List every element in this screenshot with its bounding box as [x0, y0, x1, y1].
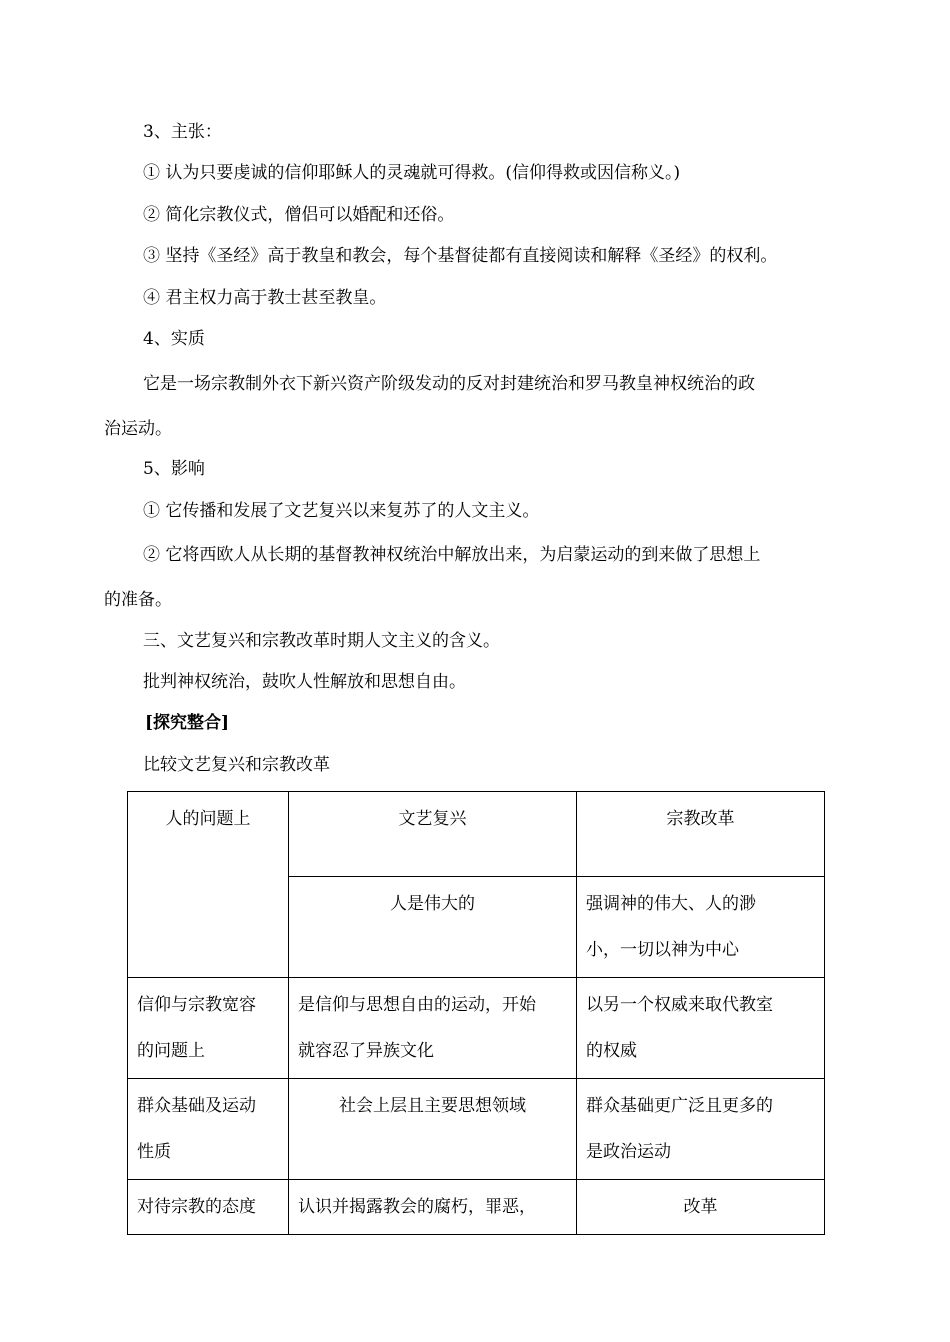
table-cell: 改革 — [577, 1180, 825, 1235]
table-cell-line: 的权威 — [586, 1041, 637, 1061]
table-cell-line: 就容忍了异族文化 — [298, 1041, 434, 1061]
table-header-cell: 宗教改革 — [577, 792, 825, 877]
section-heading-essence: 4、实质 — [143, 329, 205, 349]
table-cell: 认识并揭露教会的腐朽，罪恶， — [289, 1180, 577, 1235]
table-cell-label: 人的问题上 — [128, 792, 289, 978]
table-cell-line: 小，一切以神为中心 — [586, 940, 739, 960]
table-cell: 社会上层且主要思想领域 — [289, 1079, 577, 1180]
table-cell-line: 性质 — [137, 1142, 171, 1162]
table-cell-line: 群众基础更广泛且更多的 — [586, 1096, 773, 1116]
essence-text-line-1: 它是一场宗教制外衣下新兴资产阶级发动的反对封建统治和罗马教皇神权统治的政 — [143, 374, 755, 394]
table-cell-line: 的问题上 — [137, 1041, 205, 1061]
comparison-title: 比较文艺复兴和宗教改革 — [143, 755, 330, 775]
table-cell-line: 群众基础及运动 — [137, 1096, 256, 1116]
table-cell-label: 对待宗教的态度 — [128, 1180, 289, 1235]
impact-item-2-line-2: 的准备。 — [104, 590, 172, 610]
table-header-cell: 文艺复兴 — [289, 792, 577, 877]
section-heading-impact: 5、影响 — [143, 459, 205, 479]
claim-item-1: ① 认为只要虔诚的信仰耶稣人的灵魂就可得救。(信仰得救或因信称义。) — [143, 163, 681, 183]
explore-heading: [探究整合] — [145, 713, 230, 733]
claim-item-3: ③ 坚持《圣经》高于教皇和教会，每个基督徒都有直接阅读和解释《圣经》的权利。 — [143, 246, 778, 266]
table-row — [128, 1079, 825, 1180]
table-cell-line: 信仰与宗教宽容 — [137, 995, 256, 1015]
table-cell-line: 强调神的伟大、人的渺 — [586, 894, 756, 914]
table-row — [128, 792, 825, 877]
table-cell-line: 是信仰与思想自由的运动，开始 — [298, 995, 536, 1015]
table-cell — [577, 877, 825, 978]
comparison-table — [127, 791, 825, 1235]
table-cell-line: 以另一个权威来取代教室 — [586, 995, 773, 1015]
impact-item-1: ① 它传播和发展了文艺复兴以来复苏了的人文主义。 — [143, 501, 540, 521]
table-cell — [577, 1079, 825, 1180]
claim-item-4: ④ 君主权力高于教士甚至教皇。 — [143, 288, 387, 308]
table-cell: 人是伟大的 — [289, 877, 577, 978]
table-cell — [577, 978, 825, 1079]
table-row — [128, 978, 825, 1079]
humanism-text: 批判神权统治，鼓吹人性解放和思想自由。 — [143, 672, 466, 692]
impact-item-2-line-1: ② 它将西欧人从长期的基督教神权统治中解放出来，为启蒙运动的到来做了思想上 — [143, 545, 761, 565]
section-heading-humanism: 三、文艺复兴和宗教改革时期人文主义的含义。 — [143, 631, 500, 651]
essence-text-line-2: 治运动。 — [104, 419, 172, 439]
table-cell-label — [128, 1079, 289, 1180]
table-cell-label — [128, 978, 289, 1079]
table-cell — [289, 978, 577, 1079]
claim-item-2: ② 简化宗教仪式，僧侣可以婚配和还俗。 — [143, 205, 455, 225]
table-row — [128, 1180, 825, 1235]
section-heading-claims: 3、主张： — [143, 122, 222, 142]
table-cell-line: 是政治运动 — [586, 1142, 671, 1162]
